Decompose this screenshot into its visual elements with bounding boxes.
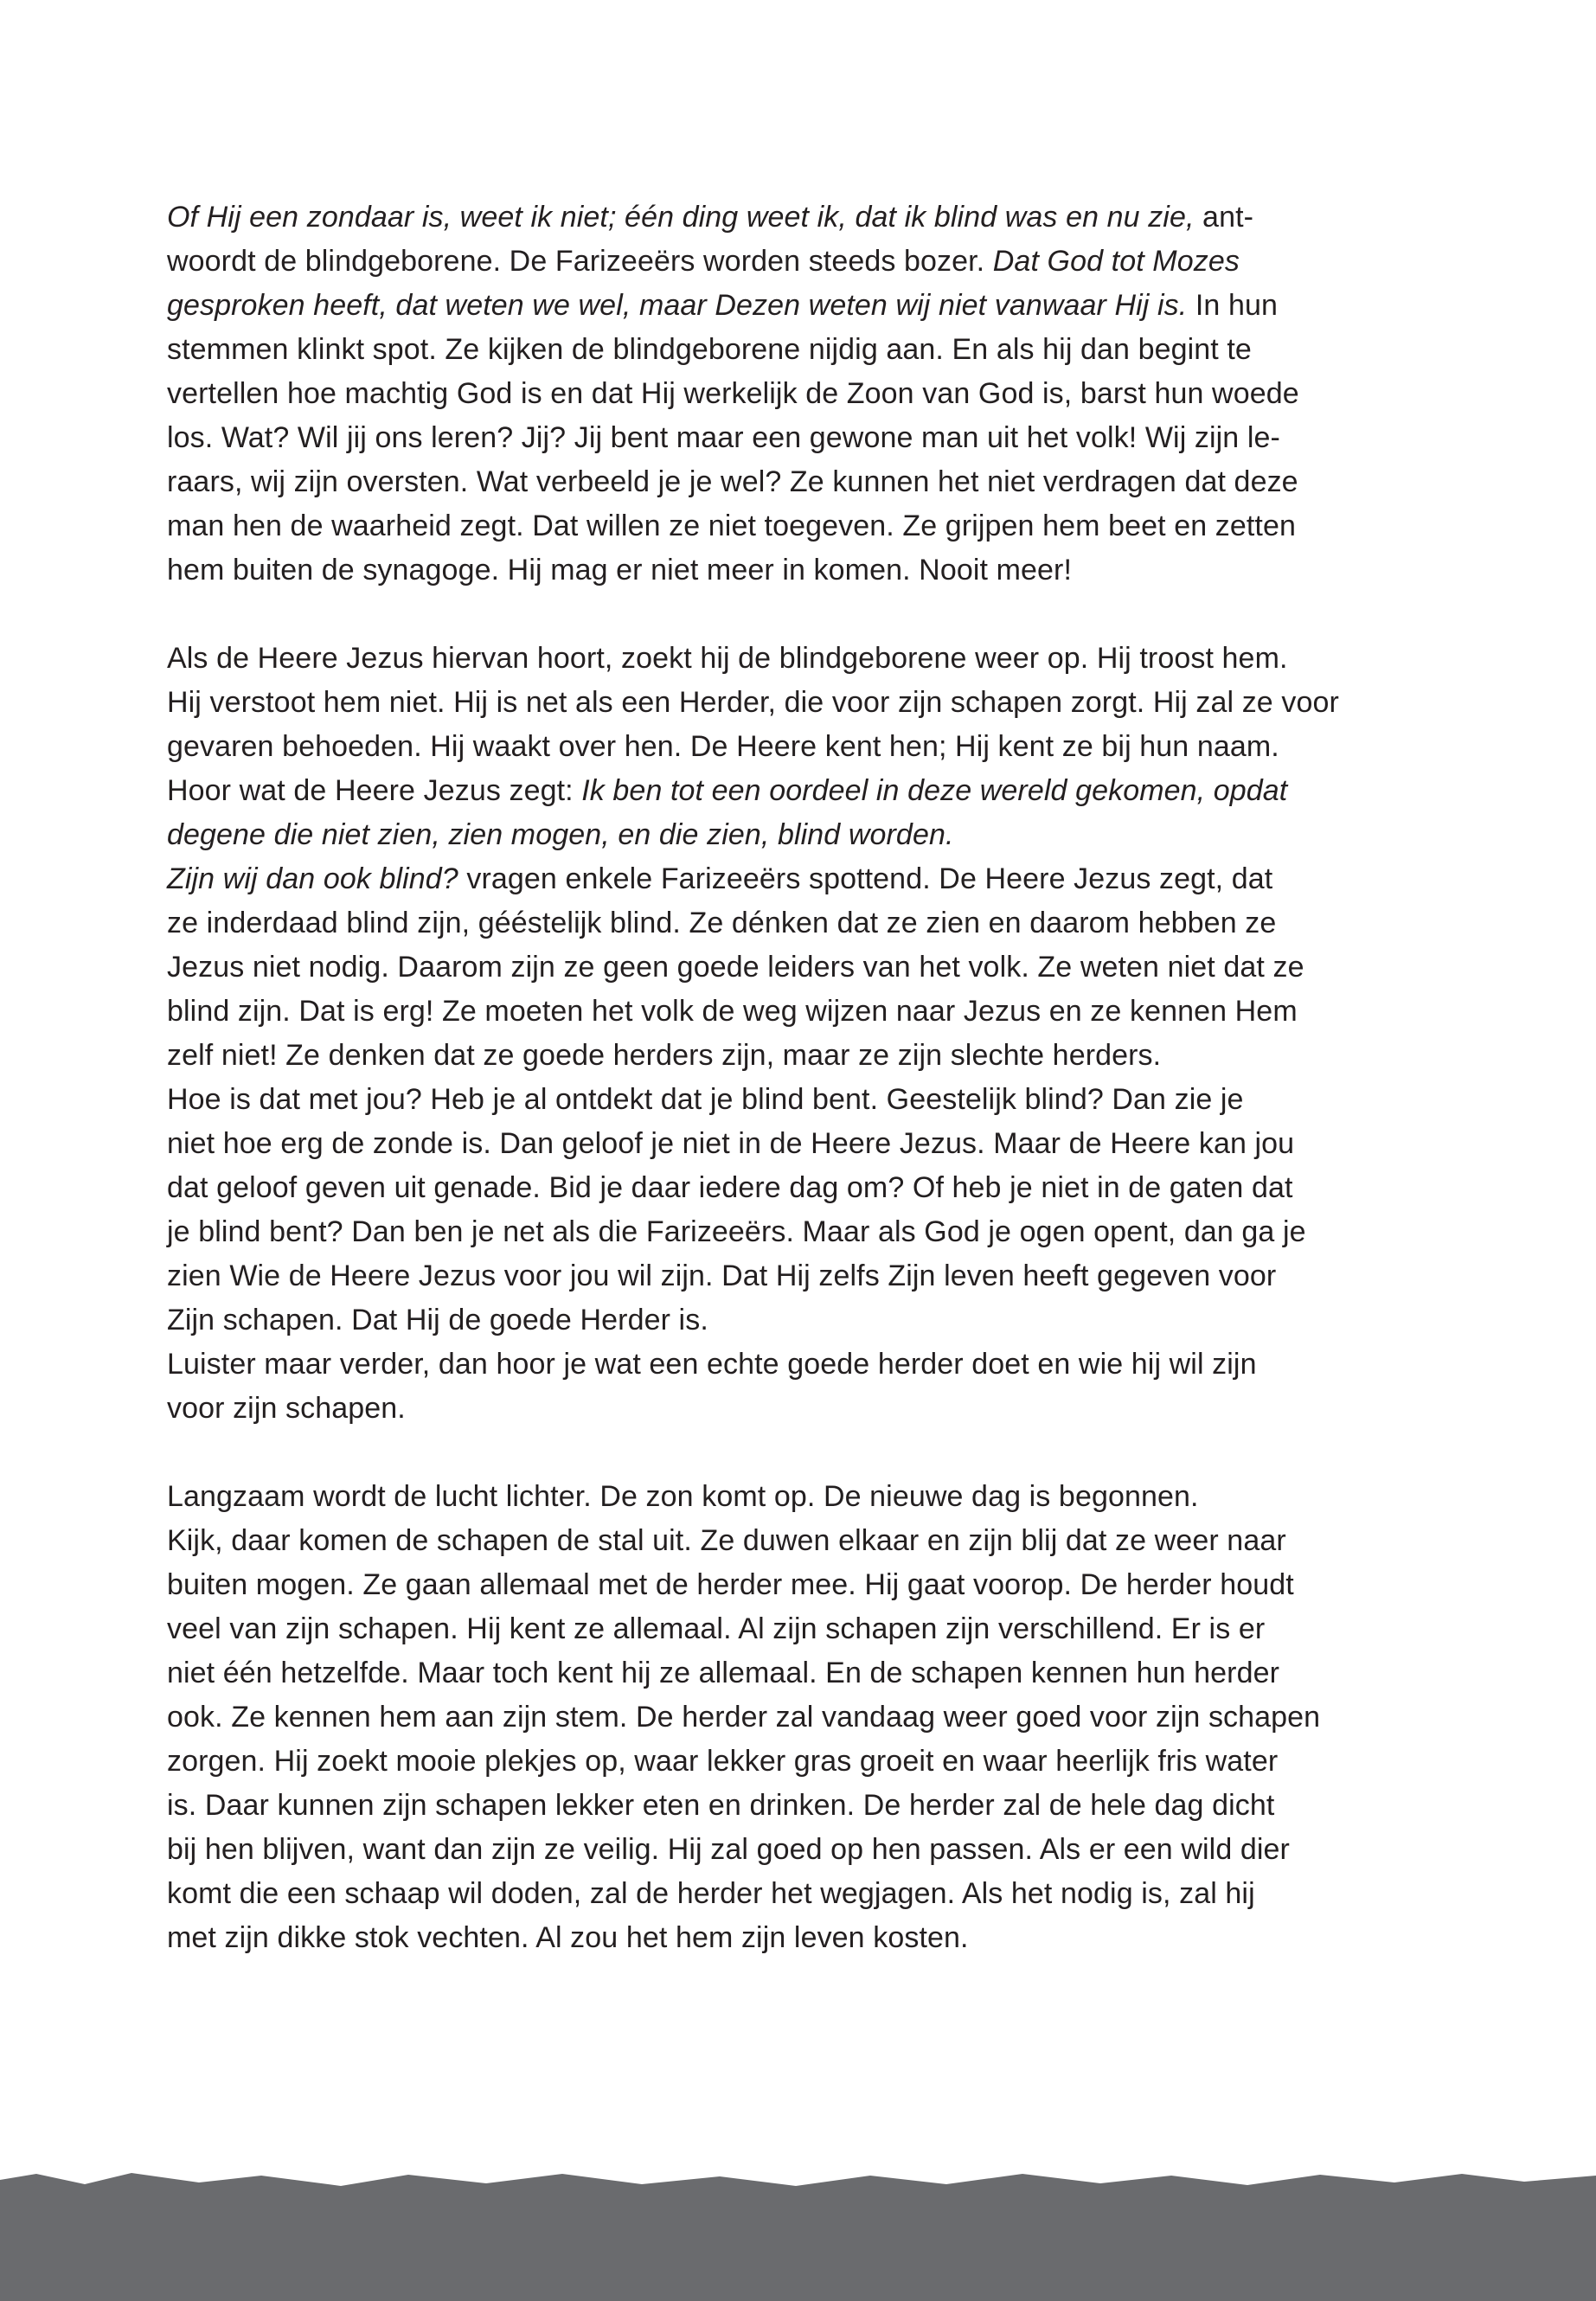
text-run: Luister maar verder, dan hoor je wat een echte goede herder doet en wie hij wil zijn bbox=[167, 1348, 1257, 1381]
text-line bbox=[167, 1343, 1465, 1387]
text-run: Jezus niet nodig. Daarom zijn ze geen goede leiders van het volk. Ze weten niet dat ze bbox=[167, 951, 1304, 984]
text-run: je blind bent? Dan ben je net als die Farizeeërs. Maar als God je ogen opent, dan ga je bbox=[167, 1215, 1306, 1248]
text-line bbox=[167, 328, 1465, 372]
text-run: met zijn dikke stok vechten. Al zou het hem zijn leven kosten. bbox=[167, 1921, 969, 1954]
text-line bbox=[167, 1122, 1465, 1166]
text-run: veel van zijn schapen. Hij kent ze allemaal. Al zijn schapen zijn verschillend. Er is er bbox=[167, 1612, 1266, 1645]
text-line bbox=[167, 1254, 1465, 1298]
text-run: zorgen. Hij zoekt mooie plekjes op, waar lekker gras groeit en waar heerlijk fris water bbox=[167, 1745, 1279, 1778]
paragraph bbox=[167, 637, 1465, 1431]
text-run: Als de Heere Jezus hiervan hoort, zoekt hij de blindgeborene weer op. Hij troost hem. bbox=[167, 642, 1288, 675]
text-run: Hoor wat de Heere Jezus zegt: bbox=[167, 774, 582, 807]
text-run: zelf niet! Ze denken dat ze goede herders zijn, maar ze zijn slechte herders. bbox=[167, 1039, 1162, 1072]
text-line bbox=[167, 1298, 1465, 1343]
text-run: In hun bbox=[1187, 289, 1278, 322]
text-run: buiten mogen. Ze gaan allemaal met de herder mee. Hij gaat voorop. De herder houdt bbox=[167, 1568, 1294, 1601]
text-run: Langzaam wordt de lucht lichter. De zon komt op. De nieuwe dag is begonnen. bbox=[167, 1480, 1199, 1513]
italic-text-run: Of Hij een zondaar is, weet ik niet; één ding weet ik, dat ik blind was en nu zie, bbox=[167, 201, 1195, 234]
text-run: Hoe is dat met jou? Heb je al ontdekt dat je blind bent. Geestelijk blind? Dan zie je bbox=[167, 1083, 1244, 1116]
text-run: ant- bbox=[1194, 201, 1254, 234]
footer-band-shape bbox=[0, 2173, 1596, 2301]
text-run: niet één hetzelfde. Maar toch kent hij ze allemaal. En de schapen kennen hun herder bbox=[167, 1657, 1280, 1689]
text-run: komt die een schaap wil doden, zal de herder het wegjagen. Als het nodig is, zal hij bbox=[167, 1877, 1255, 1910]
text-line bbox=[167, 240, 1465, 284]
italic-text-run: Zijn wij dan ook blind? bbox=[167, 862, 458, 895]
text-line bbox=[167, 548, 1465, 593]
text-run: ze inderdaad blind zijn, gééstelijk blind. Ze dénken dat ze zien en daarom hebben ze bbox=[167, 907, 1277, 939]
text-run: blind zijn. Dat is erg! Ze moeten het volk de weg wijzen naar Jezus en ze kennen Hem bbox=[167, 995, 1298, 1028]
text-line bbox=[167, 901, 1465, 945]
text-line bbox=[167, 1519, 1465, 1563]
text-run: vertellen hoe machtig God is en dat Hij werkelijk de Zoon van God is, barst hun woede bbox=[167, 377, 1299, 410]
text-run: los. Wat? Wil jij ons leren? Jij? Jij bent maar een gewone man uit het volk! Wij zijn le- bbox=[167, 421, 1280, 454]
text-line bbox=[167, 1166, 1465, 1210]
italic-text-run: gesproken heeft, dat weten we wel, maar Dezen weten wij niet vanwaar Hij is. bbox=[167, 289, 1188, 322]
text-run: gevaren behoeden. Hij waakt over hen. De Heere kent hen; Hij kent ze bij hun naam. bbox=[167, 730, 1279, 763]
text-line bbox=[167, 1872, 1465, 1916]
text-line bbox=[167, 1210, 1465, 1254]
italic-text-run: degene die niet zien, zien mogen, en die zien, blind worden. bbox=[167, 818, 954, 851]
paragraph bbox=[167, 1475, 1465, 1960]
text-line bbox=[167, 1828, 1465, 1872]
text-line bbox=[167, 284, 1465, 328]
text-run: zien Wie de Heere Jezus voor jou wil zijn. Dat Hij zelfs Zijn leven heeft gegeven voor bbox=[167, 1259, 1277, 1292]
text-line bbox=[167, 769, 1465, 813]
text-line bbox=[167, 990, 1465, 1034]
text-line bbox=[167, 1740, 1465, 1784]
italic-text-run: Ik ben tot een oordeel in deze wereld gekomen, opdat bbox=[581, 774, 1288, 807]
text-line bbox=[167, 372, 1465, 416]
text-run: Kijk, daar komen de schapen de stal uit. Ze duwen elkaar en zijn blij dat ze weer naar bbox=[167, 1524, 1286, 1557]
text-line bbox=[167, 1034, 1465, 1078]
text-line bbox=[167, 1563, 1465, 1607]
text-line bbox=[167, 416, 1465, 460]
text-line bbox=[167, 1916, 1465, 1960]
text-line bbox=[167, 1607, 1465, 1651]
text-run: woordt de blindgeborene. De Farizeeërs worden steeds bozer. bbox=[167, 245, 993, 278]
italic-text-run: Dat God tot Mozes bbox=[992, 245, 1240, 278]
text-line bbox=[167, 945, 1465, 990]
text-run: raars, wij zijn oversten. Wat verbeeld je je wel? Ze kunnen het niet verdragen dat deze bbox=[167, 465, 1298, 498]
text-line bbox=[167, 195, 1465, 240]
paragraph bbox=[167, 195, 1465, 593]
text-line bbox=[167, 1078, 1465, 1122]
text-line bbox=[167, 460, 1465, 504]
text-run: stemmen klinkt spot. Ze kijken de blindgeborene nijdig aan. En als hij dan begint te bbox=[167, 333, 1252, 366]
text-run: ook. Ze kennen hem aan zijn stem. De herder zal vandaag weer goed voor zijn schapen bbox=[167, 1701, 1321, 1734]
text-run: Zijn schapen. Dat Hij de goede Herder is. bbox=[167, 1304, 708, 1336]
text-line bbox=[167, 813, 1465, 857]
text-run: hem buiten de synagoge. Hij mag er niet meer in komen. Nooit meer! bbox=[167, 554, 1073, 586]
text-line bbox=[167, 857, 1465, 901]
text-line bbox=[167, 1784, 1465, 1828]
text-run: man hen de waarheid zegt. Dat willen ze niet toegeven. Ze grijpen hem beet en zetten bbox=[167, 510, 1296, 542]
text-line bbox=[167, 1651, 1465, 1695]
text-line bbox=[167, 681, 1465, 725]
text-run: niet hoe erg de zonde is. Dan geloof je niet in de Heere Jezus. Maar de Heere kan jou bbox=[167, 1127, 1295, 1160]
text-line bbox=[167, 1695, 1465, 1740]
text-run: voor zijn schapen. bbox=[167, 1392, 406, 1425]
text-line bbox=[167, 1475, 1465, 1519]
text-line bbox=[167, 504, 1465, 548]
text-content bbox=[167, 195, 1465, 1960]
text-line bbox=[167, 637, 1465, 681]
footer-band bbox=[0, 2137, 1596, 2301]
text-run: bij hen blijven, want dan zijn ze veilig. Hij zal goed op hen passen. Als er een wild dier bbox=[167, 1833, 1290, 1866]
text-run: vragen enkele Farizeeërs spottend. De Heere Jezus zegt, dat bbox=[458, 862, 1273, 895]
text-run: dat geloof geven uit genade. Bid je daar iedere dag om? Of heb je niet in de gaten dat bbox=[167, 1171, 1293, 1204]
text-run: Hij verstoot hem niet. Hij is net als een Herder, die voor zijn schapen zorgt. Hij zal ze voor bbox=[167, 686, 1339, 719]
text-run: is. Daar kunnen zijn schapen lekker eten en drinken. De herder zal de hele dag dicht bbox=[167, 1789, 1275, 1822]
text-line bbox=[167, 1387, 1465, 1431]
text-line bbox=[167, 725, 1465, 769]
